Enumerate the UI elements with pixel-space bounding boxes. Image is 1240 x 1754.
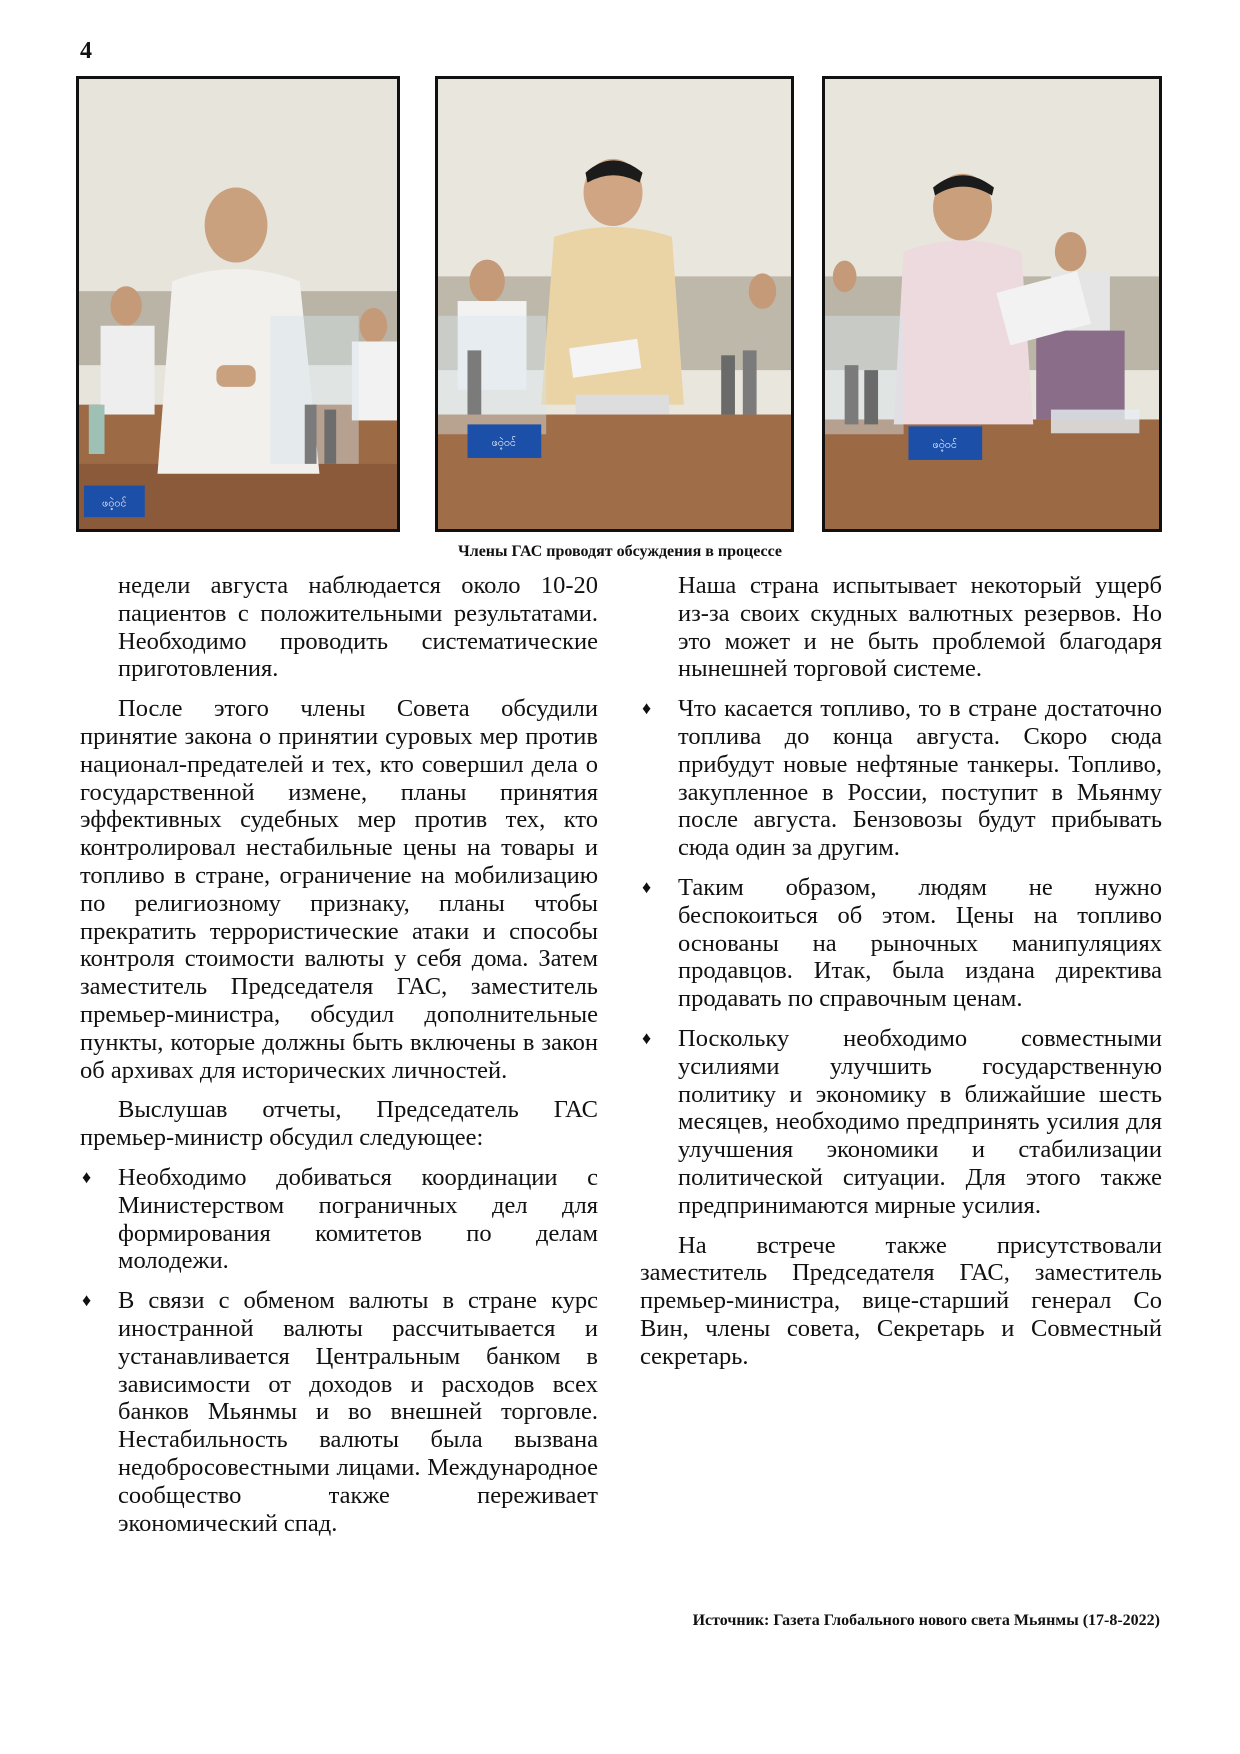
diamond-bullet-icon: ♦: [82, 1166, 92, 1187]
council-discussion-paragraph: После этого члены Совета обсудили принятие закона о принятии суровых мер против национал-предателей и тех, кто совершил дела о государственной измене, планы принятия эффективных судебных мер против тех, кто контролировал нестабильные цены на товары и топливо в стране, ограничение на мобилизацию по религиозному признаку, планы чтобы прекратить террористические атаки и способы контроля стоимости валюты у себя дома. Затем заместитель Председателя ГАС, заместитель премьер-министра, обсудил дополнительные пункты, которые должны быть включены в закон об архивах для исторических личностей.: [80, 695, 598, 1084]
source-citation: Источник: Газета Глобального нового света Мьянмы (17-8-2022): [692, 1612, 1160, 1629]
continuation-paragraph: Наша страна испытывает некоторый ущерб из-за своих скудных валютных резервов. Но это может и не быть проблемой благодаря нынешней торговой системе.: [678, 572, 1162, 683]
left-column: [80, 572, 598, 1549]
page-number: 4: [80, 38, 92, 64]
bullet-item: [640, 1025, 1162, 1220]
bullet-text: Что касается топливо, то в стране достаточно топлива до конца августа. Скоро сюда прибудут новые нефтяные танкеры. Топливо, закупленное в России, поступит в Мьянму после августа. Бензовозы будут прибывать сюда один за другим.: [678, 695, 1162, 862]
bullet-text: Необходимо добиваться координации с Министерством пограничных дел для формирования комитетов по делам молодежи.: [118, 1163, 598, 1275]
chairman-intro-paragraph: Выслушав отчеты, Председатель ГАС премьер-министр обсудил следующее:: [80, 1096, 598, 1152]
attendees-paragraph: На встрече также присутствовали заместитель Председателя ГАС, заместитель премьер-министра, вице-старший генерал Со Вин, члены совета, Секретарь и Совместный секретарь.: [640, 1231, 1162, 1370]
photo-caption: Члены ГАС проводят обсуждения в процессе: [457, 543, 783, 560]
bullet-text: Таким образом, людям не нужно беспокоиться об этом. Цены на топливо основаны на рыночных манипуляциях продавцов. Итак, была издана директива продавать по справочным ценам.: [678, 873, 1162, 1013]
nameplate-text: ဖ၀ဲ့၀င်: [102, 497, 127, 510]
diamond-bullet-icon: ♦: [642, 1027, 652, 1048]
photo-council-member-gold-shirt: [435, 76, 794, 532]
nameplate-text: ဖ၀ဲ့၀င်: [932, 439, 958, 452]
photo-council-member-white-shirt: [76, 76, 400, 532]
diamond-bullet-icon: ♦: [642, 876, 652, 897]
bullet-text: В связи с обменом валюты в стране курс иностранной валюты рассчитывается и устанавливается Центральным банком в зависимости от доходов и расходов всех банков Мьянмы и во внешней торговле. Нестабильность валюты была вызвана недобросовестными лицами. Международное сообщество также переживает экономический спад.: [118, 1287, 598, 1537]
diamond-bullet-icon: ♦: [82, 1290, 92, 1311]
bullet-item: [640, 695, 1162, 862]
continuation-paragraph: недели августа наблюдается около 10-20 пациентов с положительными результатами. Необходимо проводить систематические приготовления.: [118, 572, 598, 683]
right-column: [640, 572, 1162, 1383]
bullet-item: [80, 1287, 598, 1537]
bullet-item: [640, 874, 1162, 1013]
nameplate-text: ဖ၀ဲ့၀င်: [491, 437, 517, 450]
bullet-item: [80, 1164, 598, 1275]
bullet-text: Поскольку необходимо совместными усилиями улучшить государственную политику и экономику в ближайшие шесть месяцев, необходимо предпринять усилия для улучшения экономики и стабилизации политической ситуации. Для этого также предпринимаются мирные усилия.: [678, 1024, 1162, 1219]
photo-council-member-checked-shirt: [822, 76, 1162, 532]
diamond-bullet-icon: ♦: [642, 698, 652, 719]
